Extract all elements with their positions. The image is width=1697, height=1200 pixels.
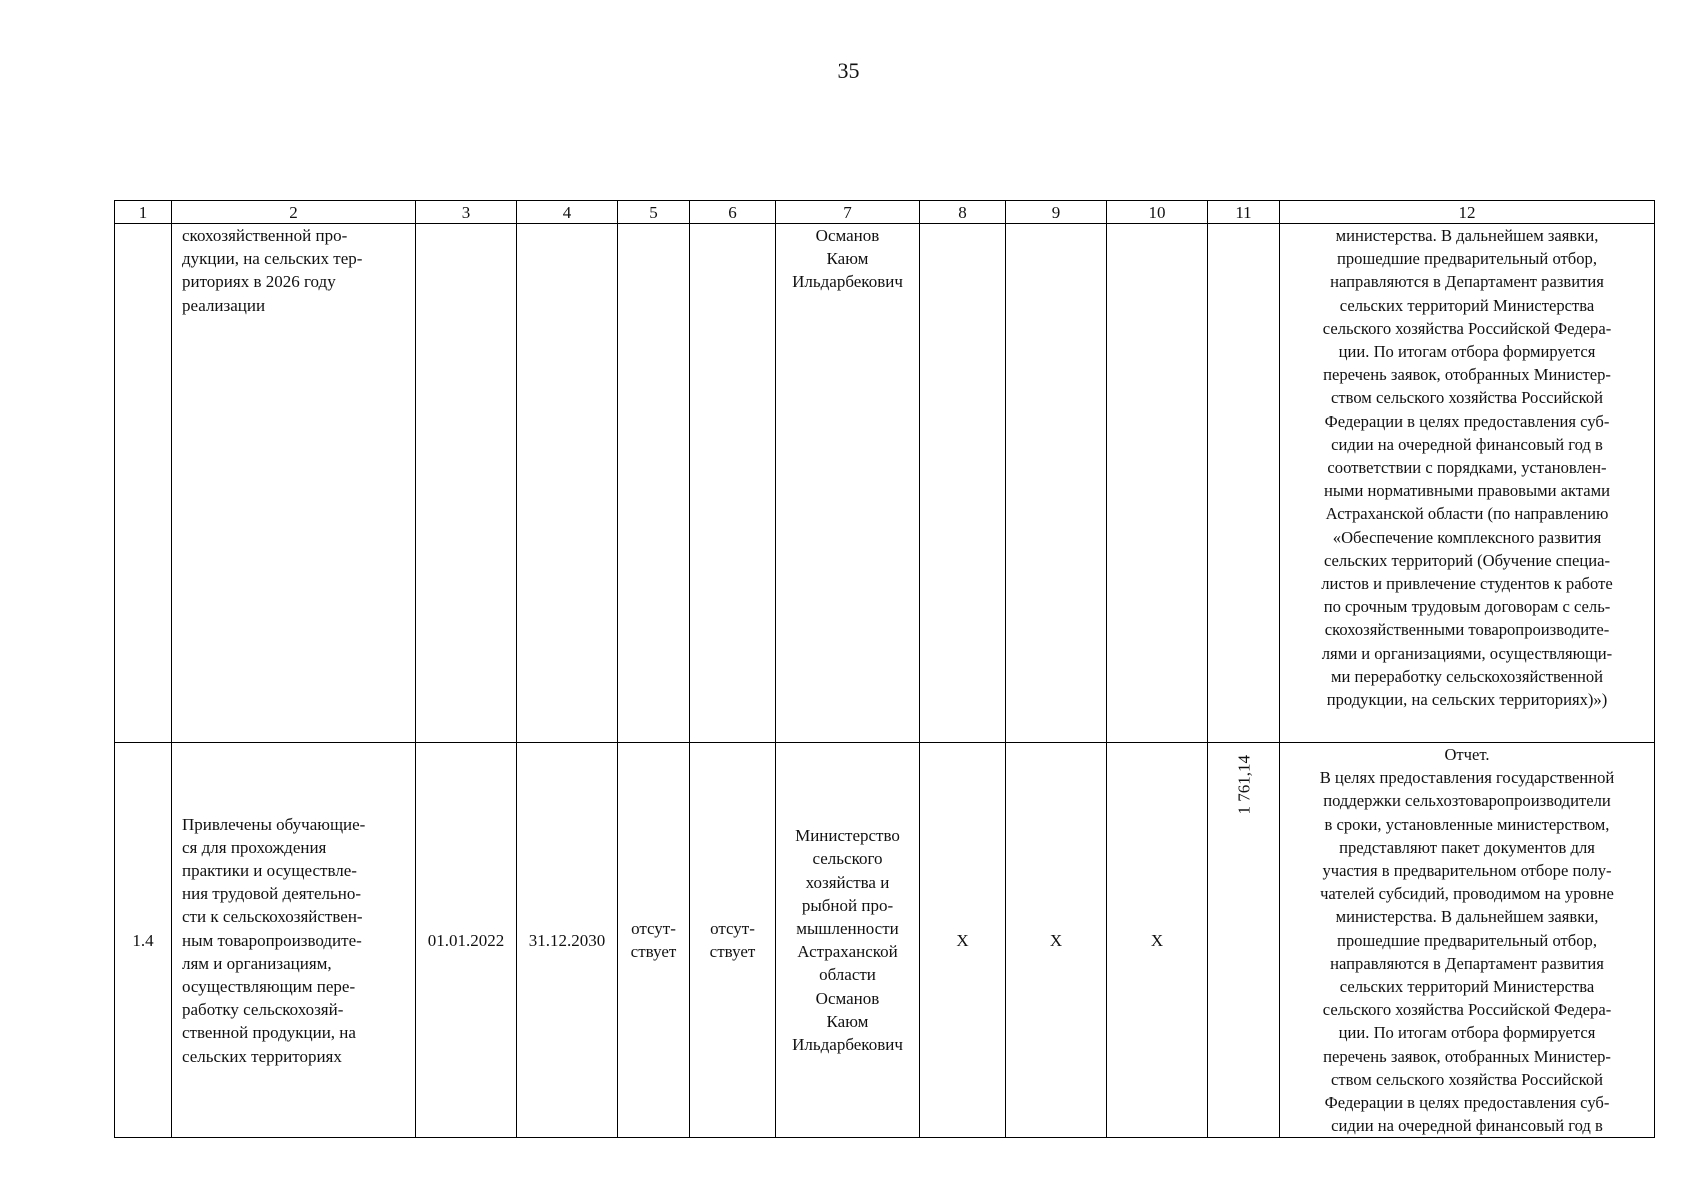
row-1-4-col12-line: перечень заявок, отобранных Министер-: [1323, 1046, 1611, 1066]
cont-col2-description: [172, 224, 416, 743]
row-1-4-col7-line: Ильдарбекович: [792, 1035, 903, 1055]
cont-col12-line: ством сельского хозяйства Российской: [1330, 388, 1604, 408]
continuation-row: [115, 224, 1655, 743]
cont-col5: [618, 224, 690, 743]
row-1-4-number: 1.4: [115, 743, 172, 1138]
cont-col12-line: сельского хозяйства Российской Федера-: [1322, 318, 1612, 338]
cont-col2-line: скохозяйственной про-: [182, 226, 348, 245]
cont-col2-line: реализации: [182, 295, 266, 315]
row-1-4-col5: [618, 743, 690, 1138]
header-cell-3: 3: [416, 201, 517, 224]
cont-col1: [115, 224, 172, 743]
cont-col6: [690, 224, 776, 743]
cont-col12-line: Федерации в целях предоставления суб-: [1324, 411, 1610, 431]
row-1-4-col2-line: осуществляющим пере-: [182, 977, 356, 997]
row-1-4-col7-line: Каюм: [826, 1011, 869, 1031]
cont-col12-line: скохозяйственными товаропроизводите-: [1324, 620, 1610, 640]
cont-col12-line: направляются в Департамент развития: [1330, 272, 1604, 292]
row-1-4-col6: [690, 743, 776, 1138]
cont-col11: [1208, 224, 1280, 743]
cont-col12-line: прошедшие предварительный отбор,: [1337, 249, 1597, 269]
header-cell-6: 6: [690, 201, 776, 224]
cont-col9: [1006, 224, 1107, 743]
cont-col12-line: лями и организациями, осуществляющи-: [1321, 643, 1613, 663]
row-1-4-col11: [1208, 743, 1280, 1138]
row-1-4-col7-line: рыбной про-: [801, 895, 894, 915]
row-1-4-description: [172, 743, 416, 1138]
header-cell-9: 9: [1006, 201, 1107, 224]
row-1-4-col2-line: ся для прохождения: [182, 837, 327, 857]
row-1-4-col12-line: участия в предварительном отборе полу-: [1322, 861, 1612, 881]
cont-col12-line: перечень заявок, отобранных Министер-: [1323, 365, 1611, 385]
row-1-4-col2-line: работку сельскохозяй-: [182, 1000, 344, 1020]
row-1-4-col7-line: Османов: [815, 988, 880, 1008]
row-1-4: [115, 743, 1655, 1138]
header-cell-8: 8: [920, 201, 1006, 224]
row-1-4-col12-line: Федерации в целях предоставления суб-: [1324, 1093, 1610, 1113]
row-1-4-col6-line: ствует: [709, 942, 756, 962]
row-1-4-col12-line: сельского хозяйства Российской Федера-: [1322, 1000, 1612, 1020]
row-1-4-col12-line: ством сельского хозяйства Российской: [1330, 1069, 1604, 1089]
header-cell-12: 12: [1280, 201, 1655, 224]
row-1-4-col12-line: в сроки, установленные министерством,: [1324, 814, 1610, 834]
header-cell-1: 1: [115, 201, 172, 224]
row-1-4-col5-line: ствует: [630, 942, 677, 962]
cont-col2-line: дукции, на сельских тер-: [182, 249, 363, 269]
cont-col2-line: риториях в 2026 году: [182, 272, 336, 292]
program-table: [114, 200, 1655, 1138]
cont-col12-line: сельских территорий (Обучение специа-: [1323, 550, 1611, 570]
row-1-4-col12-line: министерства. В дальнейшем заявки,: [1335, 907, 1599, 927]
cont-col7-line: Османов: [815, 226, 880, 245]
cont-col12-line: Астраханской области (по направлению: [1325, 504, 1609, 524]
row-1-4-col12-line: ции. По итогам отбора формируется: [1338, 1023, 1596, 1043]
cont-col12-line: сельских территорий Министерства: [1339, 295, 1595, 315]
row-1-4-col2-line: сти к сельскохозяйствен-: [182, 907, 363, 927]
row-1-4-col12-line: В целях предоставления государственной: [1319, 768, 1615, 788]
row-1-4-col7-line: хозяйства и: [805, 872, 890, 892]
cont-col7-line: Ильдарбекович: [792, 272, 903, 292]
row-1-4-col7-line: мышленности: [796, 919, 899, 939]
row-1-4-col10: X: [1107, 743, 1208, 1138]
row-1-4-col8: X: [920, 743, 1006, 1138]
header-cell-11: 11: [1208, 201, 1280, 224]
cont-col3: [416, 224, 517, 743]
row-1-4-col2-line: ным товаропроизводите-: [182, 930, 362, 950]
row-1-4-col12-line: направляются в Департамент развития: [1330, 953, 1604, 973]
row-1-4-end-date: 31.12.2030: [517, 743, 618, 1138]
row-1-4-col7-line: Астраханской: [797, 942, 898, 962]
cont-col12-line: сидии на очередной финансовый год в: [1331, 434, 1603, 454]
row-1-4-col7-line: Министерство: [795, 826, 900, 846]
row-1-4-col12-line: чателей субсидий, проводимом на уровне: [1320, 884, 1614, 904]
row-1-4-col2-line: ственной продукции, на: [182, 1023, 356, 1043]
row-1-4-col12-line: представляют пакет документов для: [1339, 837, 1595, 857]
row-1-4-amount: 1 761,14: [1233, 755, 1253, 815]
cont-col12-line: продукции, на сельских территориях)»): [1326, 690, 1608, 710]
row-1-4-col2-line: Привлечены обучающие-: [182, 814, 366, 834]
row-1-4-col7-line: области: [819, 965, 876, 985]
cont-col12-line: ции. По итогам отбора формируется: [1338, 342, 1596, 362]
header-cell-7: 7: [776, 201, 920, 224]
cont-col8: [920, 224, 1006, 743]
row-1-4-col12-line: поддержки сельхозтоваропроизводители: [1323, 791, 1611, 811]
row-1-4-responsible: [776, 743, 920, 1138]
row-1-4-report: [1280, 743, 1655, 1138]
row-1-4-col2-line: практики и осуществле-: [182, 861, 357, 881]
page-number: 35: [837, 58, 860, 83]
cont-col10: [1107, 224, 1208, 743]
row-1-4-col2-line: ния трудовой деятельно-: [182, 884, 361, 904]
cont-col12-line: министерства. В дальнейшем заявки,: [1335, 226, 1599, 245]
cont-col12-line: листов и привлечение студентов к работе: [1321, 574, 1613, 594]
cont-col7-responsible: [776, 224, 920, 743]
cont-col12-line: ми переработку сельскохозяйственной: [1330, 666, 1604, 686]
header-cell-4: 4: [517, 201, 618, 224]
row-1-4-col12-line: Отчет.: [1444, 745, 1490, 764]
cont-col12-line: «Обеспечение комплексного развития: [1332, 527, 1602, 547]
row-1-4-col12-line: сельских территорий Министерства: [1339, 977, 1595, 997]
header-cell-10: 10: [1107, 201, 1208, 224]
row-1-4-col12-line: прошедшие предварительный отбор,: [1337, 930, 1597, 950]
header-cell-5: 5: [618, 201, 690, 224]
row-1-4-col2-line: сельских территориях: [182, 1046, 342, 1066]
cont-col7-line: Каюм: [826, 249, 869, 269]
header-row: [115, 201, 1655, 224]
row-1-4-col6-line: отсут-: [710, 919, 755, 939]
row-1-4-col2-line: лям и организациям,: [182, 953, 332, 973]
cont-col4: [517, 224, 618, 743]
row-1-4-start-date: 01.01.2022: [416, 743, 517, 1138]
row-1-4-col7-line: сельского: [812, 849, 883, 869]
row-1-4-col5-line: отсут-: [631, 919, 676, 939]
row-1-4-col9: X: [1006, 743, 1107, 1138]
cont-col12-line: соответствии с порядками, установлен-: [1327, 458, 1607, 478]
cont-col12-line: по срочным трудовым договорам с сель-: [1323, 597, 1611, 617]
cont-col12-line: ными нормативными правовыми актами: [1323, 481, 1611, 501]
header-cell-2: 2: [172, 201, 416, 224]
row-1-4-col12-line: сидии на очередной финансовый год в: [1331, 1116, 1603, 1136]
cont-col12-report: [1280, 224, 1655, 743]
